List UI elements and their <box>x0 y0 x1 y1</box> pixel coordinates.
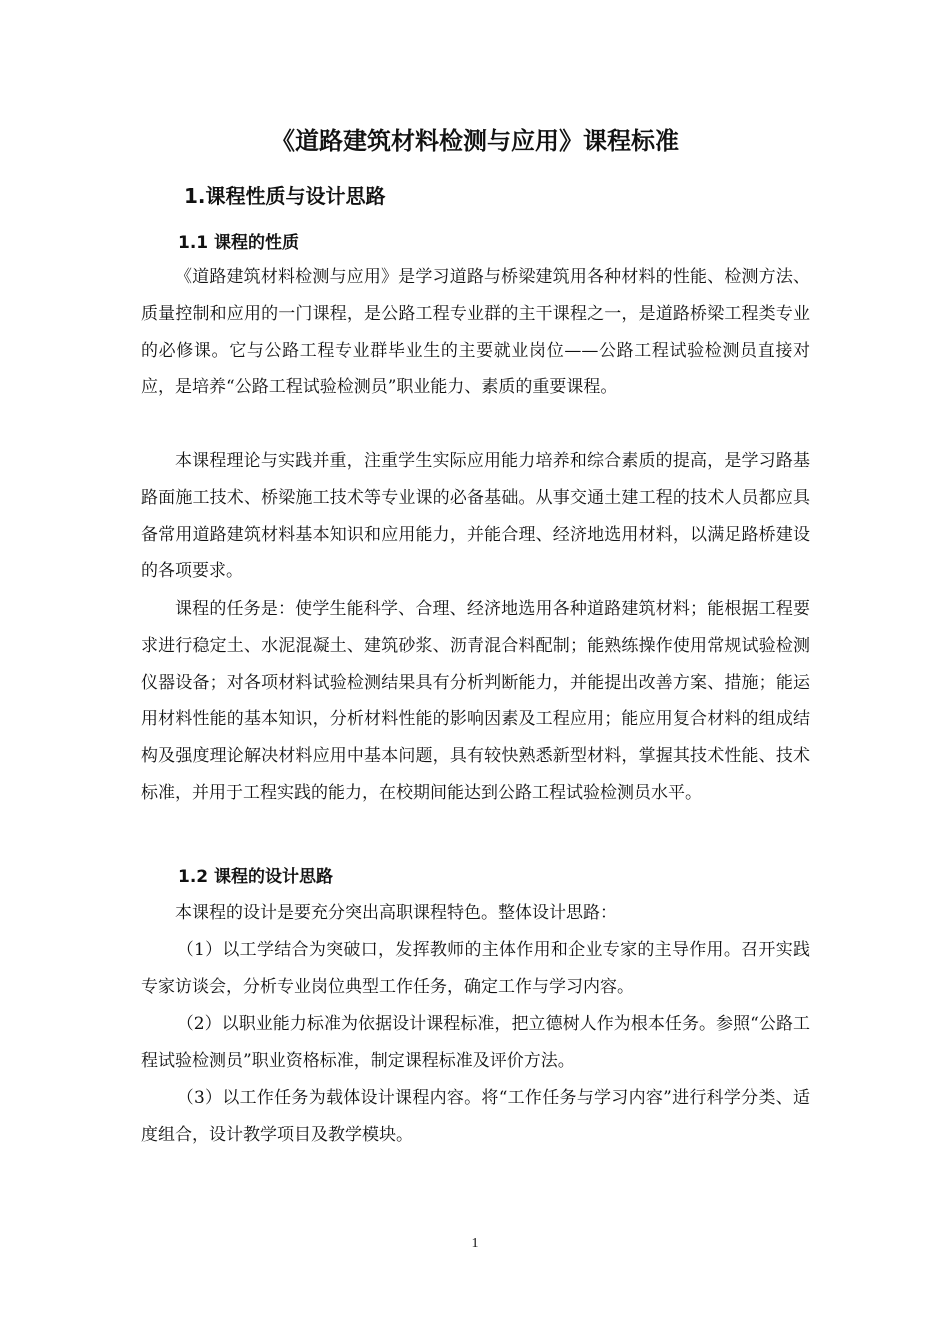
paragraph-course-tasks: 课程的任务是：使学生能科学、合理、经济地选用各种道路建筑材料；能根据工程要求进行稳定土、水泥混凝土、建筑砂浆、沥青混合料配制；能熟练操作使用常规试验检测仪器设备；对各项材料试验检测结果具有分析判断能力，并能提出改善方案、措施；能运用材料性能的基本知识，分析材料性能的影响因素及工程应用；能应用复合材料的组成结构及强度理论解决材料应用中基本问题，具有较快熟悉新型材料，掌握其技术性能、技术标准，并用于工程实践的能力，在校期间能达到公路工程试验检测员水平。 <box>141 599 810 803</box>
paragraph-course-nature: 《道路建筑材料检测与应用》是学习道路与桥梁建筑用各种材料的性能、检测方法、质量控制和应用的一门课程，是公路工程专业群的主干课程之一，是道路桥梁工程类专业的必修课。它与公路工程专业群毕业生的主要就业岗位——公路工程试验检测员直接对应，是培养“公路工程试验检测员”职业能力、素质的重要课程。 <box>141 267 810 398</box>
section-1-2-heading: 1.2 课程的设计思路 <box>178 867 334 887</box>
paragraph-theory-practice: 本课程理论与实践并重，注重学生实际应用能力培养和综合素质的提高，是学习路基路面施工技术、桥梁施工技术等专业课的必备基础。从事交通土建工程的技术人员都应具备常用道路建筑材料基本知识和应用能力，并能合理、经济地选用材料，以满足路桥建设的各项要求。 <box>141 451 810 582</box>
list-item-3: （3）以工作任务为载体设计课程内容。将“工作任务与学习内容”进行科学分类、适度组合，设计教学项目及教学模块。 <box>141 1088 810 1145</box>
section-1-1-heading: 1.1 课程的性质 <box>178 233 300 253</box>
paragraph-design-intro: 本课程的设计是要充分突出高职课程特色。整体设计思路： <box>175 903 617 923</box>
page-number: 1 <box>471 1236 479 1251</box>
list-item-2: （2）以职业能力标准为依据设计课程标准，把立德树人作为根本任务。参照“公路工程试验检测员”职业资格标准，制定课程标准及评价方法。 <box>141 1014 810 1071</box>
document-title: 《道路建筑材料检测与应用》课程标准 <box>271 127 679 155</box>
list-item-1: （1）以工学结合为突破口，发挥教师的主体作用和企业专家的主导作用。召开实践专家访谈会，分析专业岗位典型工作任务，确定工作与学习内容。 <box>141 940 810 997</box>
section-1-heading: 1.课程性质与设计思路 <box>184 184 386 208</box>
